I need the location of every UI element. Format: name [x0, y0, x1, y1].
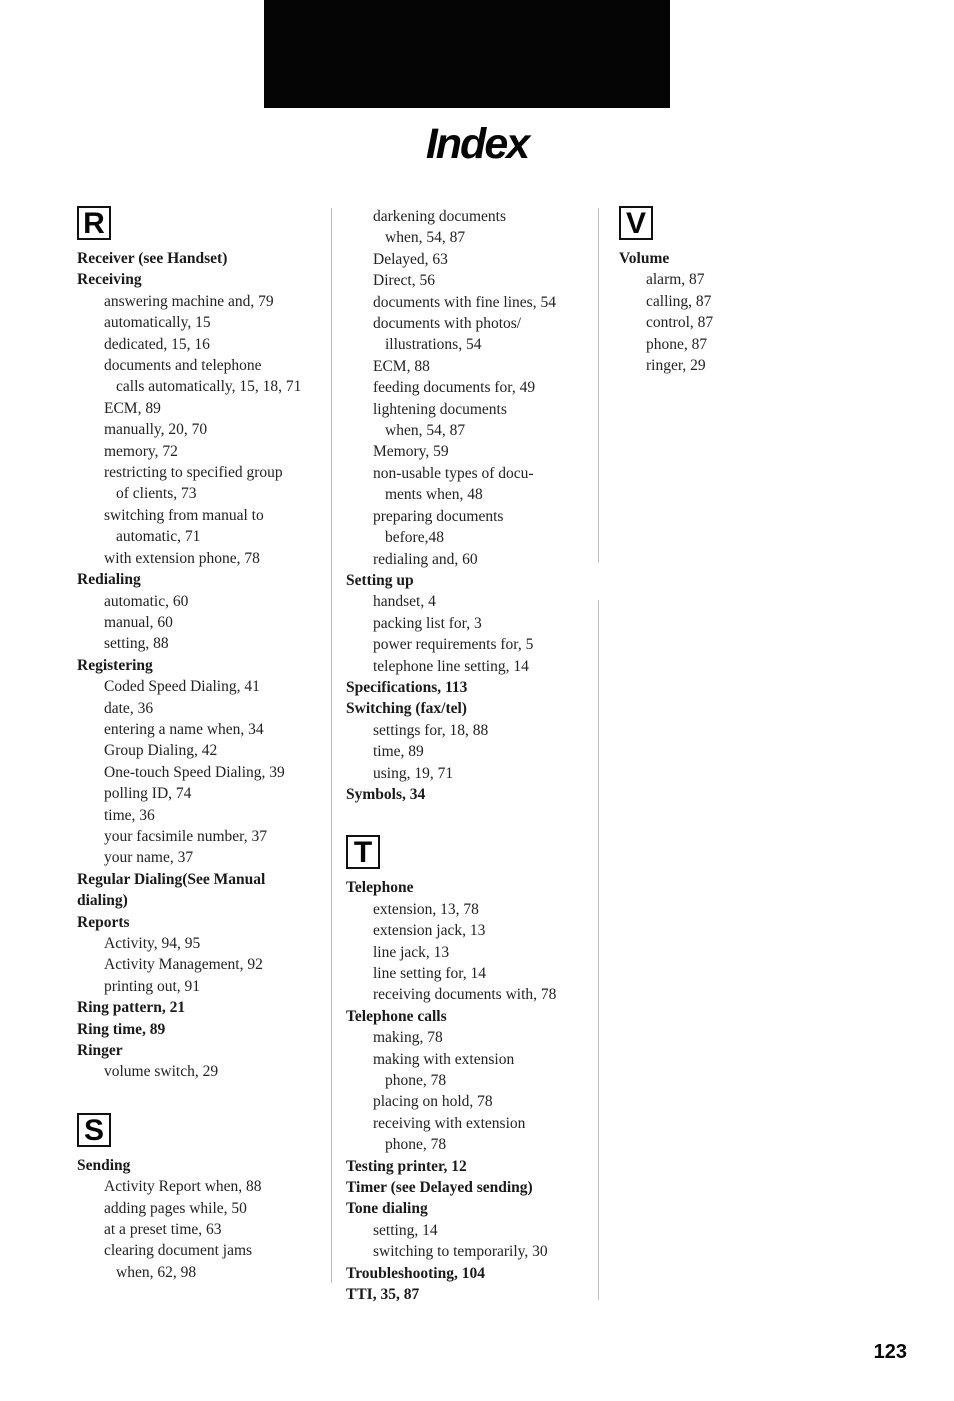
index-sub-entry: redialing and, 60	[373, 550, 478, 568]
index-column-3	[619, 206, 819, 376]
index-sub-entry: extension jack, 13	[373, 922, 486, 940]
index-sub-entry-continued: of clients, 73	[116, 485, 197, 503]
index-sub-entry-continued: when, 54, 87	[385, 422, 466, 440]
index-sub-entry: Group Dialing, 42	[104, 742, 218, 760]
index-sub-entry: alarm, 87	[646, 271, 705, 289]
index-sub-entry: your facsimile number, 37	[104, 827, 267, 845]
index-sub-entry-continued: ments when, 48	[385, 486, 483, 504]
section-gap	[77, 1083, 329, 1113]
index-sub-entry: making with extension	[373, 1050, 515, 1068]
index-main-entry: Switching (fax/tel)	[346, 700, 467, 718]
index-sub-entry: packing list for, 3	[373, 614, 482, 632]
section-gap	[346, 805, 596, 835]
index-main-entry: Tone dialing	[346, 1200, 428, 1218]
index-sub-entry: time, 89	[373, 743, 424, 761]
index-main-entry: Specifications, 113	[346, 678, 468, 696]
index-main-entry: Ring pattern, 21	[77, 999, 186, 1017]
index-sub-entry: manual, 60	[104, 613, 173, 631]
index-sub-entry-continued: calls automatically, 15, 18, 71	[116, 378, 302, 396]
index-sub-entry: using, 19, 71	[373, 764, 454, 782]
index-sub-entry: Direct, 56	[373, 272, 435, 290]
section-letter-s: S	[77, 1113, 111, 1147]
index-sub-entry: Delayed, 63	[373, 250, 448, 268]
index-main-entry: Ringer	[77, 1042, 123, 1060]
index-main-entry: Receiver (see Handset)	[77, 250, 228, 267]
index-sub-entry: automatic, 60	[104, 592, 189, 610]
header-black-bar	[264, 0, 670, 108]
index-sub-entry: entering a name when, 34	[104, 720, 264, 738]
index-sub-entry: Activity Report when, 88	[104, 1178, 262, 1196]
index-sub-entry: preparing documents	[373, 507, 504, 525]
index-sub-entry-continued: phone, 78	[385, 1136, 447, 1154]
index-sub-entry: adding pages while, 50	[104, 1199, 247, 1217]
index-main-entry: Volume	[619, 250, 670, 267]
index-sub-entry: automatically, 15	[104, 314, 211, 332]
index-sub-entry: ECM, 88	[373, 357, 430, 375]
index-sub-entry: date, 36	[104, 699, 154, 717]
index-sub-entry: switching from manual to	[104, 506, 264, 524]
index-sub-entry: memory, 72	[104, 442, 178, 460]
index-column-2	[346, 206, 596, 1306]
index-sub-entry: non-usable types of docu-	[373, 464, 534, 482]
index-sub-entry: Activity Management, 92	[104, 956, 263, 974]
column-divider	[598, 600, 599, 1300]
index-main-entry: Timer (see Delayed sending)	[346, 1179, 533, 1197]
index-sub-entry: polling ID, 74	[104, 785, 192, 803]
column-divider	[598, 208, 599, 563]
index-sub-entry: Coded Speed Dialing, 41	[104, 678, 260, 696]
index-sub-entry-continued: when, 62, 98	[116, 1263, 197, 1281]
index-sub-entry: with extension phone, 78	[104, 549, 260, 567]
index-sub-entry: time, 36	[104, 806, 155, 824]
index-main-entry: Redialing	[77, 571, 141, 589]
index-sub-entry-continued: phone, 78	[385, 1072, 447, 1090]
index-main-entry: dialing)	[77, 892, 128, 910]
index-sub-entry: setting, 14	[373, 1221, 438, 1239]
index-sub-entry: making, 78	[373, 1029, 443, 1047]
index-main-entry: Telephone	[346, 879, 414, 897]
section-letter-t: T	[346, 835, 380, 869]
index-sub-entry: switching to temporarily, 30	[373, 1243, 548, 1261]
index-sub-entry: documents with fine lines, 54	[373, 293, 556, 311]
index-sub-entry-continued: automatic, 71	[116, 528, 201, 546]
index-sub-entry: phone, 87	[646, 335, 708, 353]
index-sub-entry: extension, 13, 78	[373, 900, 479, 918]
index-sub-entry: line jack, 13	[373, 943, 450, 961]
index-sub-entry: manually, 20, 70	[104, 421, 208, 439]
index-sub-entry: One-touch Speed Dialing, 39	[104, 763, 285, 781]
index-sub-entry: Activity, 94, 95	[104, 935, 201, 952]
index-sub-entry: Memory, 59	[373, 443, 449, 461]
page-number: 123	[873, 1341, 907, 1363]
index-sub-entry: settings for, 18, 88	[373, 721, 489, 739]
index-main-entry: Registering	[77, 656, 153, 674]
index-sub-entry: receiving with extension	[373, 1114, 526, 1132]
index-sub-entry: documents and telephone	[104, 357, 262, 375]
index-sub-entry: ringer, 29	[646, 357, 706, 375]
index-sub-entry: line setting for, 14	[373, 965, 487, 982]
index-sub-entry: placing on hold, 78	[373, 1093, 493, 1111]
index-main-entry: TTI, 35, 87	[346, 1286, 420, 1304]
index-sub-entry: feeding documents for, 49	[373, 379, 536, 397]
index-sub-entry: answering machine and, 79	[104, 292, 274, 310]
index-main-entry: Symbols, 34	[346, 785, 426, 803]
index-sub-entry: control, 87	[646, 314, 714, 332]
index-sub-entry: restricting to specified group	[104, 464, 283, 482]
index-main-entry: Regular Dialing(See Manual	[77, 870, 266, 888]
index-sub-entry: clearing document jams	[104, 1242, 253, 1260]
index-sub-entry: volume switch, 29	[104, 1063, 219, 1081]
index-sub-entry-continued: when, 54, 87	[385, 229, 466, 247]
index-main-entry: Ring time, 89	[77, 1020, 166, 1038]
section-letter-r: R	[77, 206, 111, 240]
page-title: Index	[425, 120, 529, 168]
index-sub-entry: your name, 37	[104, 849, 194, 867]
index-sub-entry: at a preset time, 63	[104, 1221, 222, 1239]
index-sub-entry: documents with photos/	[373, 315, 522, 333]
index-sub-entry: power requirements for, 5	[373, 636, 534, 654]
index-sub-entry: calling, 87	[646, 292, 712, 310]
index-main-entry: Telephone calls	[346, 1007, 447, 1025]
index-sub-entry: telephone line setting, 14	[373, 657, 529, 675]
index-sub-entry: ECM, 89	[104, 399, 161, 417]
index-sub-entry: handset, 4	[373, 593, 436, 611]
index-column-1	[77, 206, 329, 1283]
index-sub-entry: dedicated, 15, 16	[104, 335, 210, 353]
index-sub-entry: setting, 88	[104, 635, 169, 653]
index-main-entry: Sending	[77, 1156, 131, 1174]
index-sub-entry-continued: before,48	[385, 529, 444, 547]
index-sub-entry: lightening documents	[373, 400, 507, 418]
index-main-entry: Setting up	[346, 571, 414, 589]
index-sub-entry: printing out, 91	[104, 977, 201, 995]
column-divider	[331, 208, 332, 1283]
section-letter-v: V	[619, 206, 653, 240]
index-main-entry: Testing printer, 12	[346, 1157, 467, 1175]
index-sub-entry-continued: illustrations, 54	[385, 336, 482, 354]
index-main-entry: Receiving	[77, 271, 142, 289]
index-sub-entry: receiving documents with, 78	[373, 986, 557, 1004]
index-main-entry: Troubleshooting, 104	[346, 1264, 485, 1282]
index-sub-entry: darkening documents	[373, 208, 507, 225]
index-main-entry: Reports	[77, 913, 130, 931]
